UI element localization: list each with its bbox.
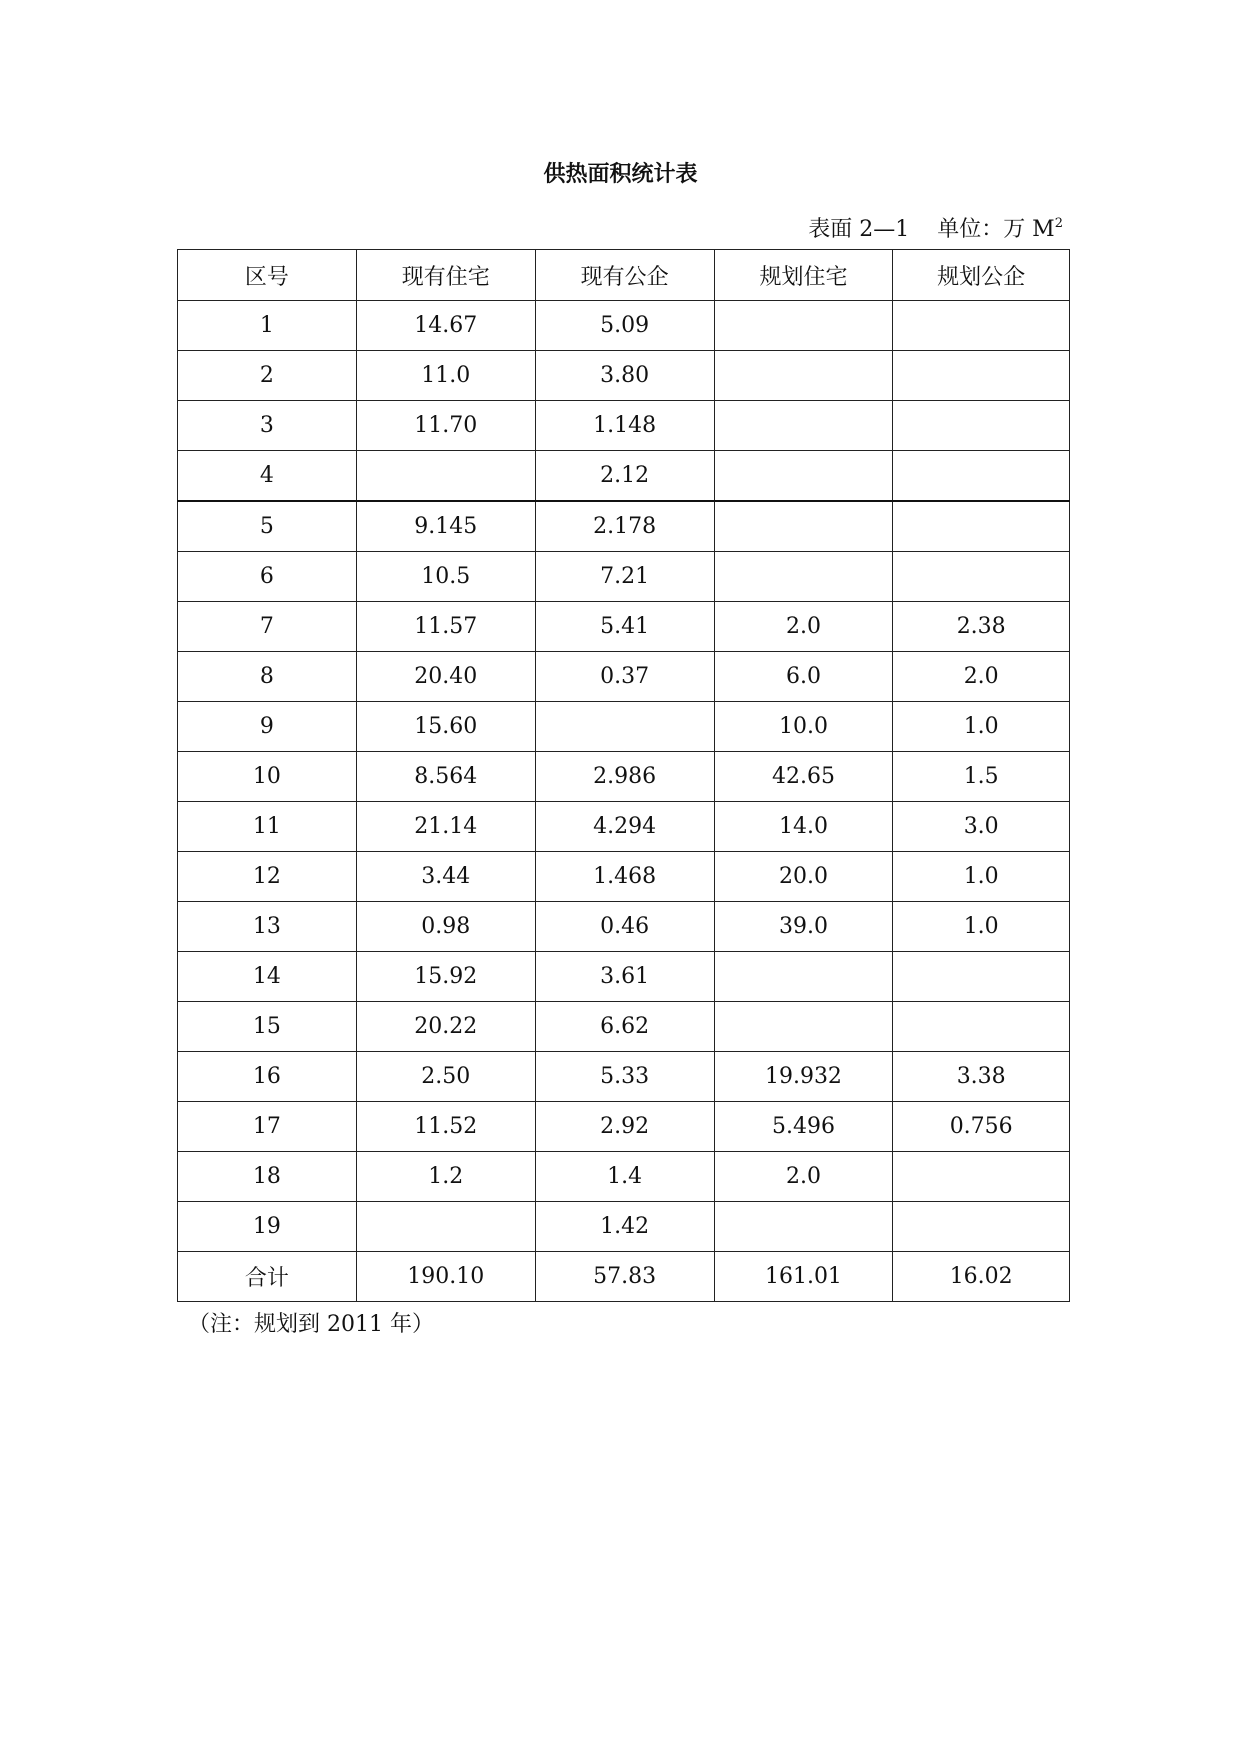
existing-residential-cell: [356, 451, 535, 502]
table-row: [178, 1052, 1070, 1102]
existing-public-cell: 4.294: [535, 802, 714, 852]
total-planned-public: 16.02: [893, 1252, 1070, 1302]
planned-residential-cell: [714, 351, 893, 401]
table-row: [178, 351, 1070, 401]
existing-residential-cell: 9.145: [356, 501, 535, 552]
planned-residential-cell: 39.0: [714, 902, 893, 952]
existing-residential-cell: 8.564: [356, 752, 535, 802]
planned-public-cell: [893, 952, 1070, 1002]
zone-no-cell: 1: [178, 301, 357, 351]
existing-public-cell: 3.80: [535, 351, 714, 401]
table-row: [178, 451, 1070, 502]
existing-residential-cell: 11.0: [356, 351, 535, 401]
table-row: [178, 1202, 1070, 1252]
existing-residential-cell: 10.5: [356, 552, 535, 602]
existing-residential-cell: 20.40: [356, 652, 535, 702]
existing-public-cell: 1.4: [535, 1152, 714, 1202]
zone-no-cell: 14: [178, 952, 357, 1002]
planned-residential-cell: [714, 1002, 893, 1052]
table-number: 表面 2—1: [808, 217, 910, 242]
table-body: [178, 301, 1070, 1252]
table-row: [178, 552, 1070, 602]
table-row: [178, 652, 1070, 702]
existing-public-cell: 7.21: [535, 552, 714, 602]
planned-public-cell: 1.0: [893, 852, 1070, 902]
existing-public-cell: 5.09: [535, 301, 714, 351]
planned-public-cell: 3.38: [893, 1052, 1070, 1102]
existing-residential-cell: 15.92: [356, 952, 535, 1002]
planned-public-cell: [893, 351, 1070, 401]
header-existing-residential: 现有住宅: [356, 250, 535, 301]
zone-no-cell: 17: [178, 1102, 357, 1152]
zone-no-cell: 9: [178, 702, 357, 752]
zone-no-cell: 12: [178, 852, 357, 902]
header-zone-no: 区号: [178, 250, 357, 301]
existing-public-cell: 0.46: [535, 902, 714, 952]
planned-public-cell: [893, 1152, 1070, 1202]
existing-residential-cell: 3.44: [356, 852, 535, 902]
planned-public-cell: [893, 451, 1070, 502]
unit-label: 单位：万 M: [937, 217, 1055, 242]
unit-superscript: 2: [1054, 216, 1063, 231]
planned-public-cell: 0.756: [893, 1102, 1070, 1152]
heating-area-table: [177, 249, 1070, 1302]
existing-residential-cell: 0.98: [356, 902, 535, 952]
planned-residential-cell: 19.932: [714, 1052, 893, 1102]
table-row: [178, 301, 1070, 351]
existing-public-cell: 0.37: [535, 652, 714, 702]
existing-public-cell: 1.468: [535, 852, 714, 902]
planned-residential-cell: [714, 401, 893, 451]
planned-public-cell: 1.0: [893, 702, 1070, 752]
zone-no-cell: 8: [178, 652, 357, 702]
zone-no-cell: 6: [178, 552, 357, 602]
planned-residential-cell: [714, 501, 893, 552]
existing-residential-cell: 15.60: [356, 702, 535, 752]
table-row: [178, 852, 1070, 902]
table-row: [178, 1002, 1070, 1052]
footnote: （注：规划到 2011 年）: [188, 1312, 434, 1337]
total-planned-residential: 161.01: [714, 1252, 893, 1302]
existing-public-cell: [535, 702, 714, 752]
zone-no-cell: 5: [178, 501, 357, 552]
planned-public-cell: [893, 401, 1070, 451]
planned-residential-cell: [714, 301, 893, 351]
table-row: [178, 902, 1070, 952]
table-row: [178, 602, 1070, 652]
existing-public-cell: 5.41: [535, 602, 714, 652]
zone-no-cell: 18: [178, 1152, 357, 1202]
planned-public-cell: [893, 301, 1070, 351]
planned-residential-cell: [714, 552, 893, 602]
planned-residential-cell: 2.0: [714, 602, 893, 652]
existing-public-cell: 1.148: [535, 401, 714, 451]
table-row: [178, 702, 1070, 752]
zone-no-cell: 3: [178, 401, 357, 451]
planned-residential-cell: [714, 952, 893, 1002]
existing-public-cell: 2.178: [535, 501, 714, 552]
table-row: [178, 1102, 1070, 1152]
total-row: [178, 1252, 1070, 1302]
existing-residential-cell: 1.2: [356, 1152, 535, 1202]
total-label: 合计: [178, 1252, 357, 1302]
header-planned-residential: 规划住宅: [714, 250, 893, 301]
planned-public-cell: 2.0: [893, 652, 1070, 702]
planned-residential-cell: 14.0: [714, 802, 893, 852]
zone-no-cell: 15: [178, 1002, 357, 1052]
existing-residential-cell: 14.67: [356, 301, 535, 351]
existing-residential-cell: 11.52: [356, 1102, 535, 1152]
zone-no-cell: 10: [178, 752, 357, 802]
table-row: [178, 752, 1070, 802]
page-title: 供热面积统计表: [543, 162, 698, 187]
total-existing-residential: 190.10: [356, 1252, 535, 1302]
existing-public-cell: 2.986: [535, 752, 714, 802]
existing-public-cell: 3.61: [535, 952, 714, 1002]
table-row: [178, 802, 1070, 852]
existing-residential-cell: 20.22: [356, 1002, 535, 1052]
planned-residential-cell: 5.496: [714, 1102, 893, 1152]
planned-residential-cell: 10.0: [714, 702, 893, 752]
existing-public-cell: 1.42: [535, 1202, 714, 1252]
planned-residential-cell: 20.0: [714, 852, 893, 902]
zone-no-cell: 2: [178, 351, 357, 401]
table-header-row: [178, 250, 1070, 301]
header-existing-public: 现有公企: [535, 250, 714, 301]
existing-residential-cell: [356, 1202, 535, 1252]
header-planned-public: 规划公企: [893, 250, 1070, 301]
existing-public-cell: 2.12: [535, 451, 714, 502]
planned-residential-cell: [714, 451, 893, 502]
existing-residential-cell: 11.70: [356, 401, 535, 451]
existing-residential-cell: 21.14: [356, 802, 535, 852]
existing-public-cell: 2.92: [535, 1102, 714, 1152]
planned-residential-cell: [714, 1202, 893, 1252]
zone-no-cell: 7: [178, 602, 357, 652]
planned-public-cell: [893, 501, 1070, 552]
zone-no-cell: 16: [178, 1052, 357, 1102]
planned-public-cell: 2.38: [893, 602, 1070, 652]
zone-no-cell: 19: [178, 1202, 357, 1252]
table-caption: [808, 209, 1063, 245]
table-row: [178, 1152, 1070, 1202]
existing-public-cell: 6.62: [535, 1002, 714, 1052]
planned-residential-cell: 6.0: [714, 652, 893, 702]
zone-no-cell: 4: [178, 451, 357, 502]
zone-no-cell: 11: [178, 802, 357, 852]
table-row: [178, 952, 1070, 1002]
planned-public-cell: 1.0: [893, 902, 1070, 952]
planned-public-cell: 3.0: [893, 802, 1070, 852]
planned-public-cell: [893, 1202, 1070, 1252]
planned-public-cell: [893, 1002, 1070, 1052]
planned-residential-cell: 42.65: [714, 752, 893, 802]
zone-no-cell: 13: [178, 902, 357, 952]
table-row: [178, 501, 1070, 552]
existing-public-cell: 5.33: [535, 1052, 714, 1102]
planned-public-cell: 1.5: [893, 752, 1070, 802]
table-row: [178, 401, 1070, 451]
planned-public-cell: [893, 552, 1070, 602]
total-existing-public: 57.83: [535, 1252, 714, 1302]
existing-residential-cell: 11.57: [356, 602, 535, 652]
planned-residential-cell: 2.0: [714, 1152, 893, 1202]
existing-residential-cell: 2.50: [356, 1052, 535, 1102]
